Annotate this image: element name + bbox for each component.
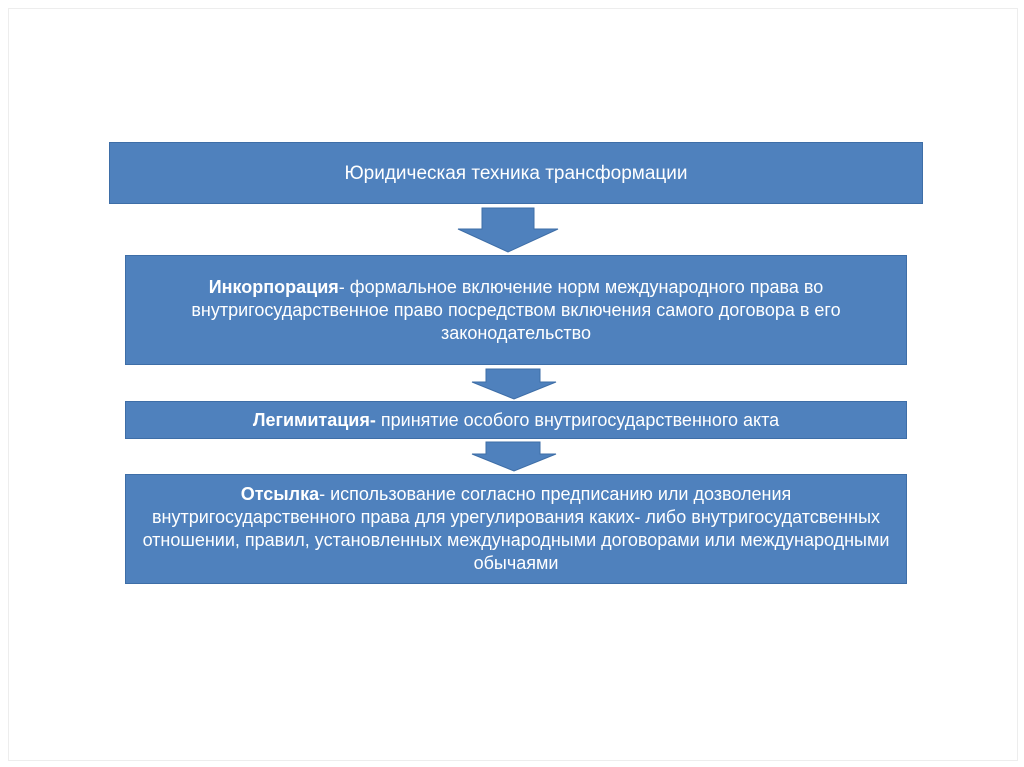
arrow-down-icon: [456, 207, 560, 253]
arrow-down-icon: [470, 368, 558, 400]
incorporation-box: [125, 255, 907, 365]
legitimation-term: Легимитация-: [252, 409, 376, 430]
reference-term: Отсылка: [240, 484, 320, 504]
incorporation-desc: - формальное включение норм международного права во внутригосударственное право посредством включения самого договора в его законодательство: [191, 276, 841, 343]
reference-text: [140, 483, 892, 575]
title-box: [109, 142, 923, 204]
legitimation-text: [253, 409, 779, 432]
diagram-title: Юридическая техника трансформации: [344, 162, 688, 184]
reference-desc: - использование согласно предписанию или дозволения внутригосударственного права для урегулирования каких- либо внутригосудатсвенных отношении, правил, установленных международными договорами или международными обычаями: [142, 484, 890, 573]
incorporation-text: [140, 276, 892, 345]
incorporation-term: Инкорпорация: [208, 276, 339, 297]
arrow-down-icon: [470, 441, 558, 472]
legitimation-desc: принятие особого внутригосударственного акта: [375, 409, 780, 430]
legitimation-box: [125, 401, 907, 439]
reference-box: [125, 474, 907, 584]
